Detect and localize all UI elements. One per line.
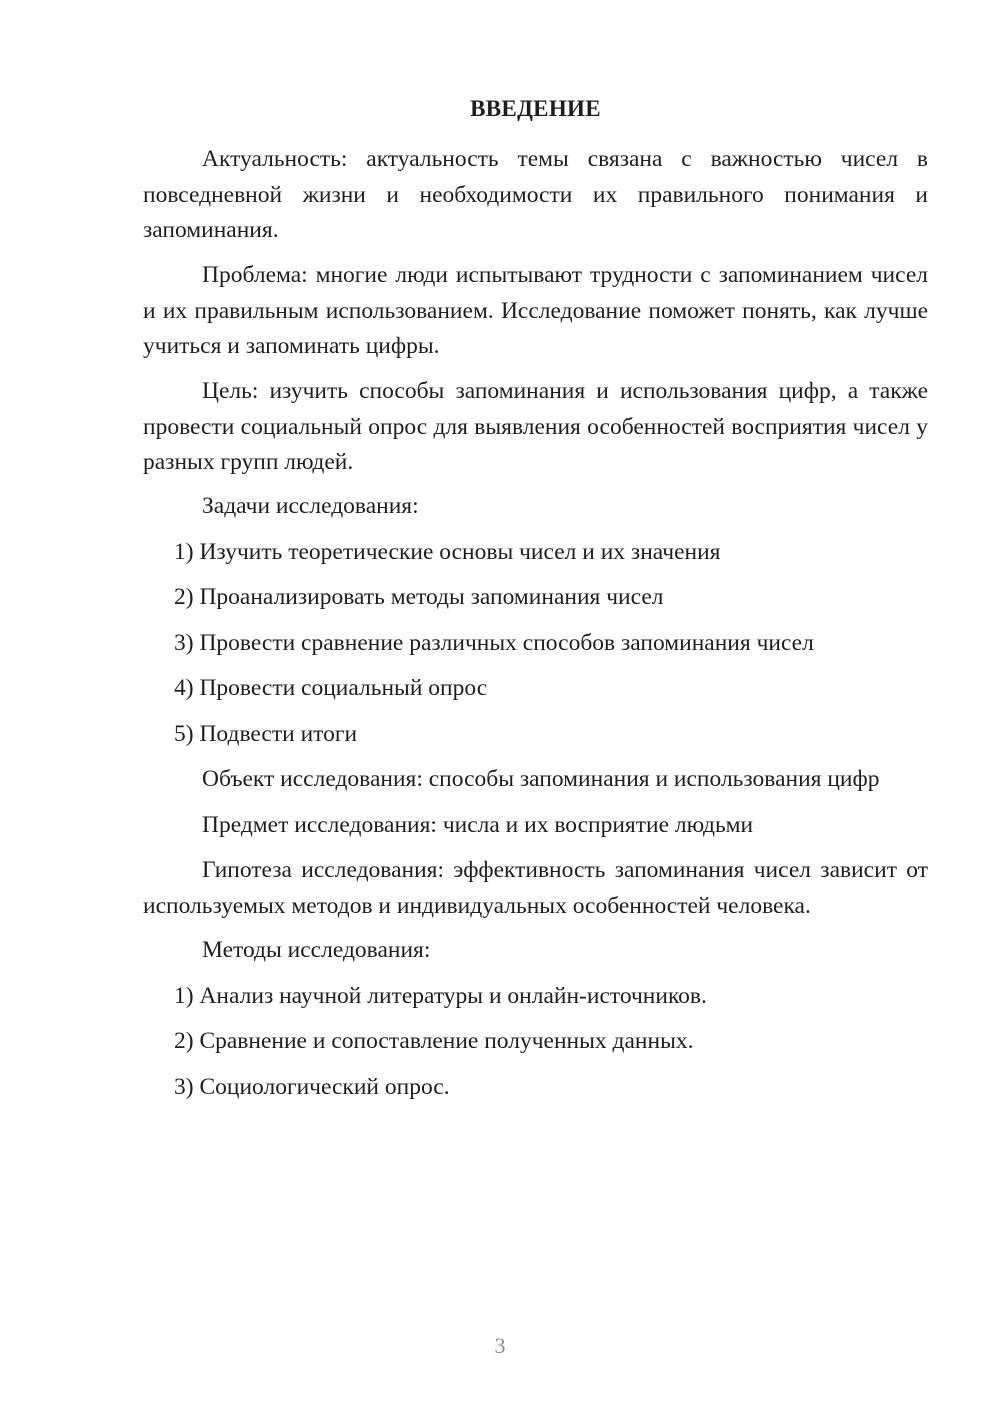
problem-paragraph: Проблема: многие люди испытывают трудности с запоминанием чисел и их правильным использованием. Исследование поможет понять, как лучше учиться и запоминать цифры. xyxy=(143,262,928,359)
tasks-label: Задачи исследования: xyxy=(202,493,419,519)
method-item: 3) Социологический опрос. xyxy=(174,1074,450,1100)
research-subject: Предмет исследования: числа и их восприятие людьми xyxy=(202,812,754,838)
hypothesis-paragraph: Гипотеза исследования: эффективность запоминания чисел зависит от используемых методов и индивидуальных особенностей человека. xyxy=(143,857,928,919)
task-item: 4) Провести социальный опрос xyxy=(174,675,488,701)
method-item: 2) Сравнение и сопоставление полученных данных. xyxy=(174,1028,694,1054)
page-number: 3 xyxy=(494,1333,506,1358)
relevance-paragraph: Актуальность: актуальность темы связана с важностью чисел в повседневной жизни и необходимости их правильного понимания и запоминания. xyxy=(143,146,928,243)
task-item: 5) Подвести итоги xyxy=(174,721,358,747)
methods-label: Методы исследования: xyxy=(202,937,431,963)
task-item: 2) Проанализировать методы запоминания чисел xyxy=(174,584,664,610)
task-item: 1) Изучить теоретические основы чисел и их значения xyxy=(174,539,721,565)
section-heading: ВВЕДЕНИЕ xyxy=(470,96,601,121)
research-object: Объект исследования: способы запоминания и использования цифр xyxy=(202,766,880,792)
method-item: 1) Анализ научной литературы и онлайн-источников. xyxy=(174,983,707,1009)
task-item: 3) Провести сравнение различных способов запоминания чисел xyxy=(174,630,814,656)
goal-paragraph: Цель: изучить способы запоминания и использования цифр, а также провести социальный опрос для выявления особенностей восприятия чисел у разных групп людей. xyxy=(143,378,928,475)
